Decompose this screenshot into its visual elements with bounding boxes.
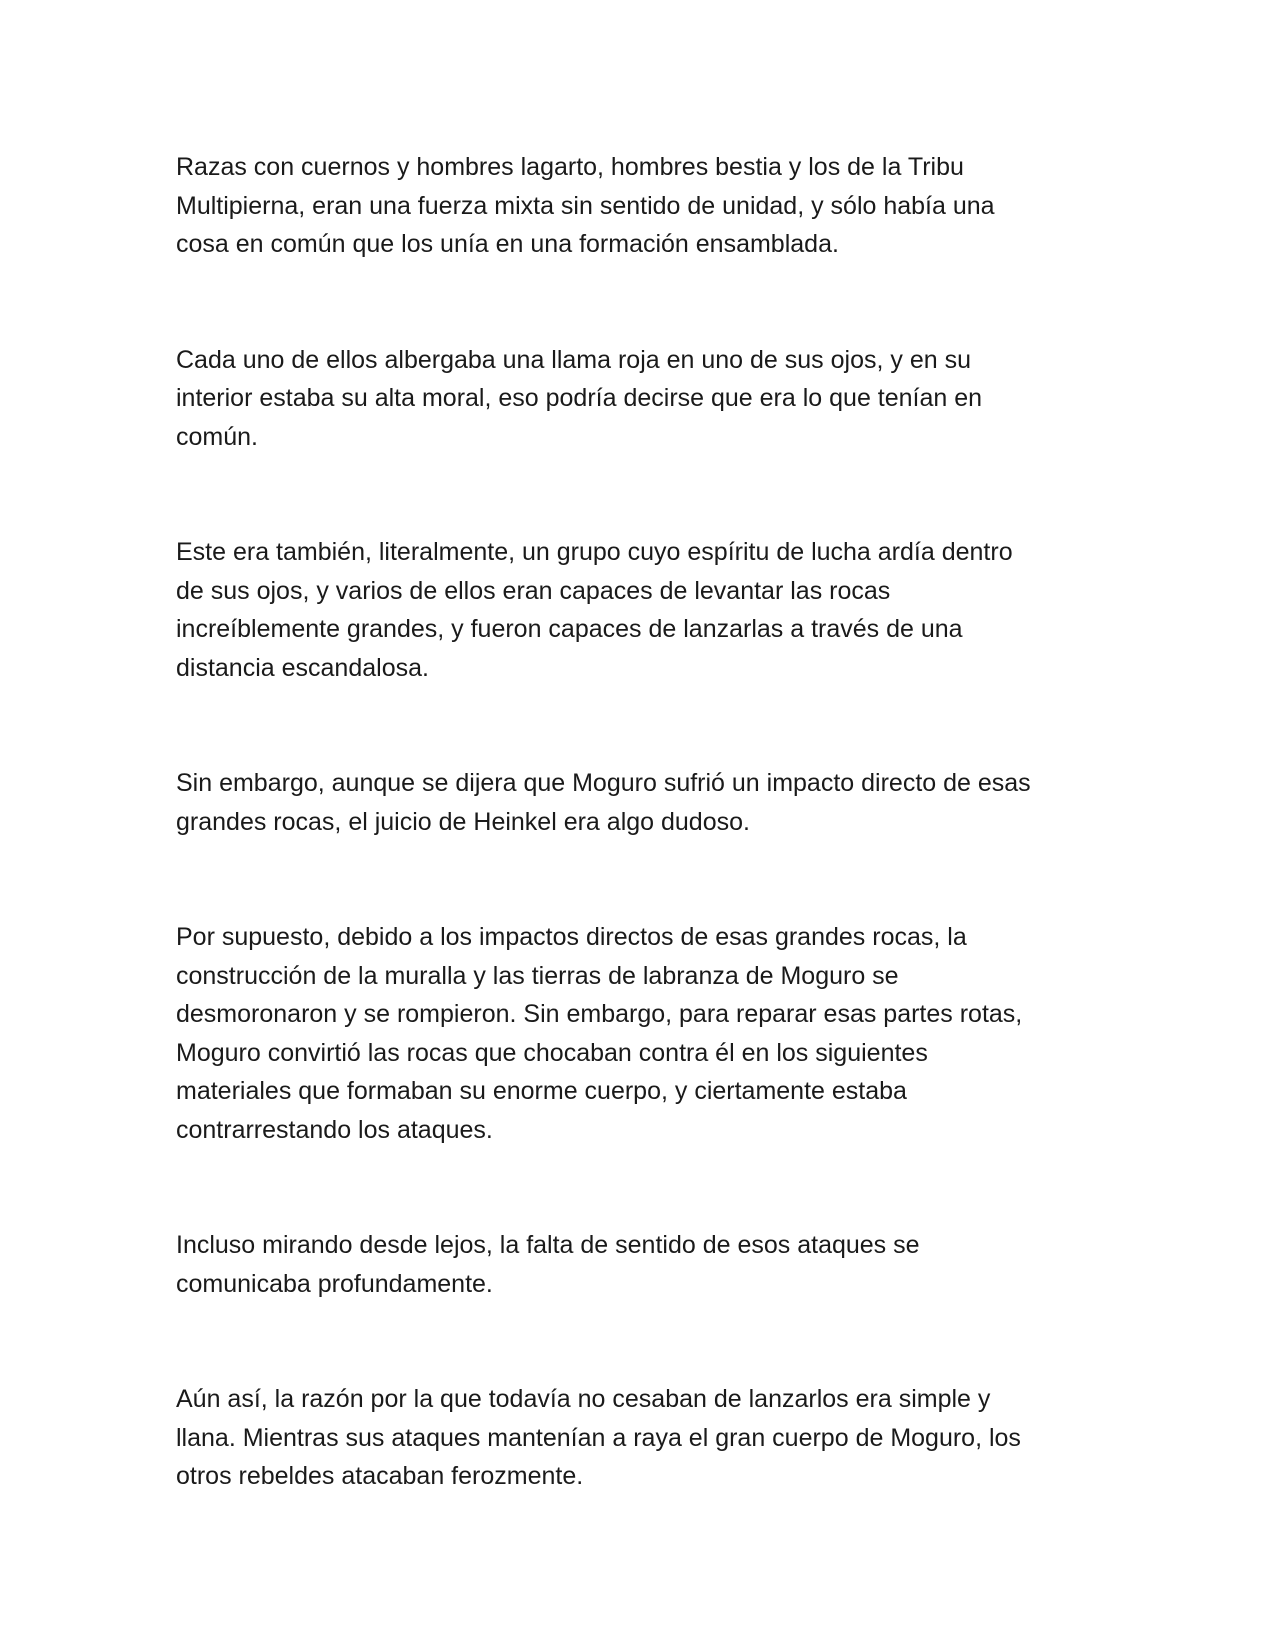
text-line: otros rebeldes atacaban ferozmente. (176, 1462, 584, 1490)
text-line: común. (176, 422, 258, 451)
text-line: llana. Mientras sus ataques mantenían a raya el gran cuerpo de Moguro, los (176, 1423, 1021, 1452)
text-line: contrarrestando los ataques. (176, 1115, 493, 1144)
paragraph (176, 1226, 1106, 1303)
paragraph (176, 918, 1106, 1149)
text-line: Razas con cuernos y hombres lagarto, hombres bestia y los de la Tribu (176, 153, 964, 181)
paragraph (176, 764, 1106, 841)
text-line: Aún así, la razón por la que todavía no cesaban de lanzarlos era simple y (176, 1385, 991, 1413)
paragraph (176, 533, 1106, 687)
paragraph (176, 1380, 1106, 1496)
text-line: desmoronaron y se rompieron. Sin embargo, para reparar esas partes rotas, (176, 1000, 1023, 1028)
text-line: Cada uno de ellos albergaba una llama roja en uno de sus ojos, y en su (176, 345, 971, 374)
text-line: Moguro convirtió las rocas que chocaban contra él en los siguientes (176, 1038, 928, 1067)
text-line: interior estaba su alta moral, eso podría decirse que era lo que tenían en (176, 384, 983, 412)
text-line: grandes rocas, el juicio de Heinkel era algo dudoso. (176, 807, 750, 836)
text-line: Sin embargo, aunque se dijera que Moguro sufrió un impacto directo de esas (176, 769, 1031, 797)
text-line: materiales que formaban su enorme cuerpo, y ciertamente estaba (176, 1077, 907, 1105)
paragraph (176, 341, 1106, 457)
text-line: Incluso mirando desde lejos, la falta de sentido de esos ataques se (176, 1231, 920, 1259)
text-line: Este era también, literalmente, un grupo cuyo espíritu de lucha ardía dentro (176, 538, 1013, 566)
text-line: increíblemente grandes, y fueron capaces de lanzarlas a través de una (176, 615, 963, 643)
text-line: construcción de la muralla y las tierras de labranza de Moguro se (176, 961, 899, 990)
text-line: Por supuesto, debido a los impactos directos de esas grandes rocas, la (176, 923, 967, 951)
text-line: cosa en común que los unía en una formación ensamblada. (176, 230, 839, 258)
text-line: comunicaba profundamente. (176, 1269, 493, 1298)
document-body (176, 148, 1106, 1573)
text-line: de sus ojos, y varios de ellos eran capaces de levantar las rocas (176, 576, 891, 605)
paragraph (176, 148, 1106, 264)
text-line: distancia escandalosa. (176, 653, 429, 682)
text-line: Multipierna, eran una fuerza mixta sin sentido de unidad, y sólo había una (176, 191, 995, 220)
